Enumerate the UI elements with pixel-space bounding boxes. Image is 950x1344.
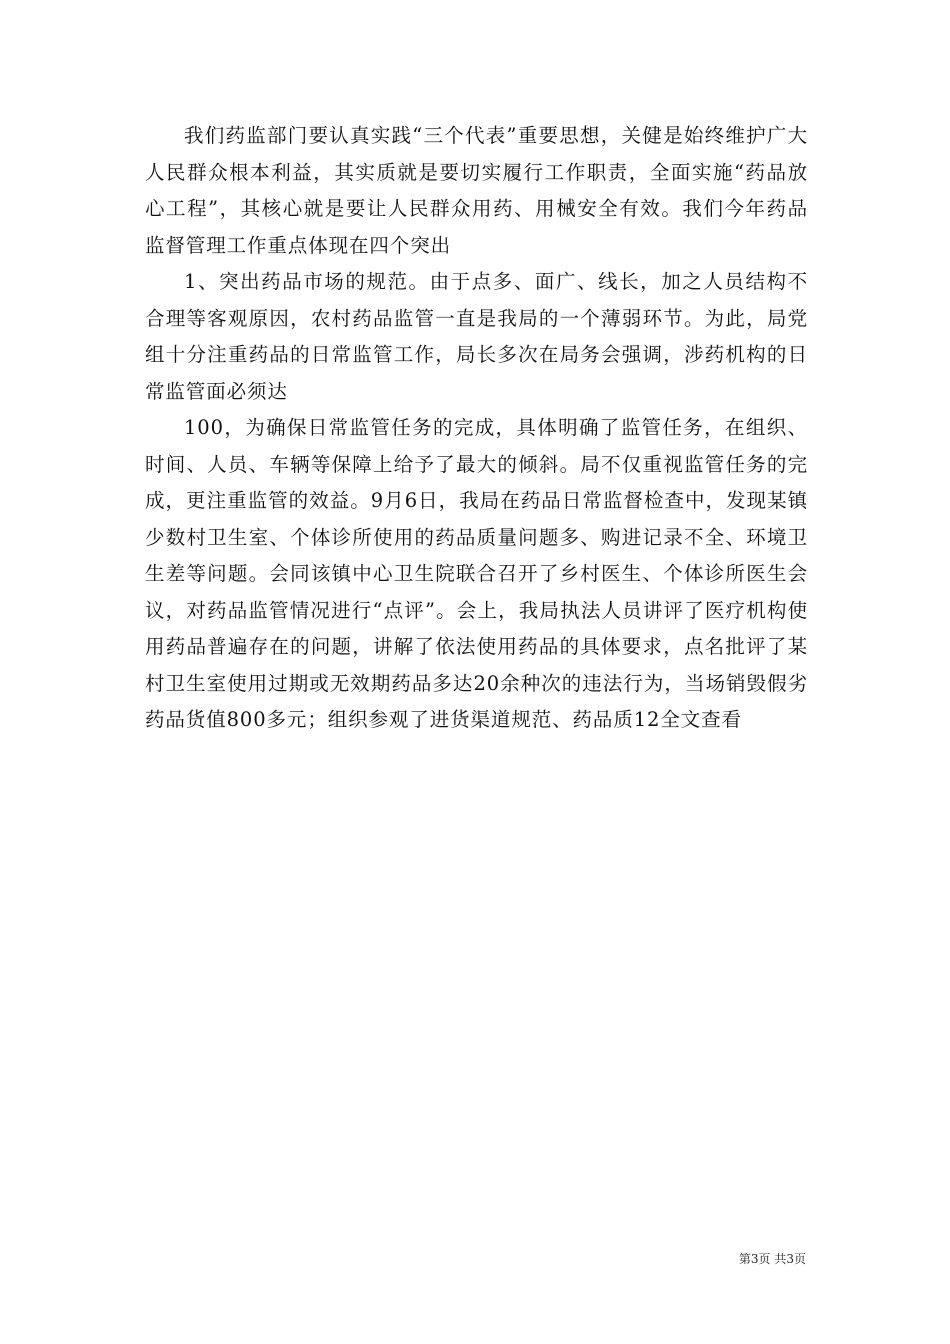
paragraph-continuation: 100，为确保日常监管任务的完成，具体明确了监管任务，在组织、时间、人员、车辆等保障上给予了最大的倾斜。局不仅重视监管任务的完成，更注重监管的效益。9月6日，我局在药品日常监督检查中，发现某镇少数村卫生室、个体诊所使用的药品质量问题多、购进记录不全、环境卫生差等问题。会同该镇中心卫生院联合召开了乡村医生、个体诊所医生会议，对药品监管情况进行“点评”。会上，我局执法人员讲评了医疗机构使用药品普遍存在的问题，讲解了依法使用药品的具体要求，点名批评了某村卫生室使用过期或无效期药品多达20余种次的违法行为，当场销毁假劣药品货值800多元；组织参观了进货渠道规范、药品质12全文查看 [145,416,808,731]
document-body [145,118,808,739]
paragraph-intro: 我们药监部门要认真实践“三个代表”重要思想，关健是始终维护广大人民群众根本利益，其实质就是要切实履行工作职责，全面实施“药品放心工程”，其核心就是要让人民群众用药、用械安全有效。我们今年药品监督管理工作重点体现在四个突出 [145,124,808,257]
paragraph-point-1: 1、突出药品市场的规范。由于点多、面广、线长，加之人员结构不合理等客观原因，农村药品监管一直是我局的一个薄弱环节。为此，局党组十分注重药品的日常监管工作，局长多次在局务会强调，涉药机构的日常监管面必须达 [145,270,808,403]
page-number-footer: 第3页 共3页 [738,1252,806,1266]
